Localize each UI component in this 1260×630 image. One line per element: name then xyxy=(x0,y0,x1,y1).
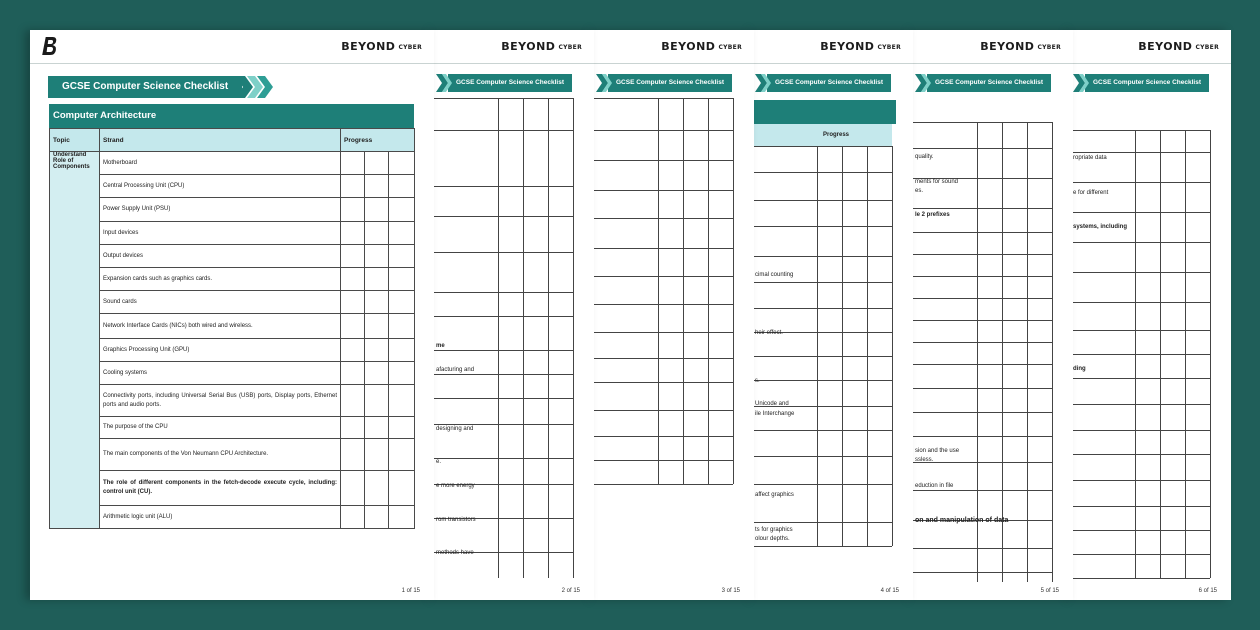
checklist-page-4 xyxy=(753,30,913,600)
progress-checkbox[interactable] xyxy=(389,175,415,198)
progress-column-header: Progress xyxy=(341,129,415,152)
progress-checkbox[interactable] xyxy=(365,175,389,198)
table-row xyxy=(50,268,415,291)
progress-checkbox[interactable] xyxy=(365,291,389,314)
progress-checkbox[interactable] xyxy=(365,245,389,268)
chevrons-icon xyxy=(594,74,614,92)
progress-checkbox[interactable] xyxy=(389,506,415,529)
page-number: 2 of 15 xyxy=(561,588,580,594)
progress-checkbox[interactable] xyxy=(365,152,389,175)
strand-column-header: Strand xyxy=(100,129,341,152)
strand-fragment: ropriate data xyxy=(1073,155,1107,161)
chevrons-icon xyxy=(1071,74,1091,92)
strand-fragment: ts for graphics xyxy=(755,527,793,533)
strand-fragment: me xyxy=(436,343,445,349)
progress-checkbox[interactable] xyxy=(389,198,415,222)
strand-cell: The role of different components in the fetch-decode execute cycle, including: control unit (CU). xyxy=(100,471,341,506)
strand-fragment: heir effect. xyxy=(755,330,783,336)
strand-cell: Output devices xyxy=(100,245,341,268)
progress-checkbox[interactable] xyxy=(389,222,415,245)
table-row xyxy=(50,471,415,506)
progress-checkbox[interactable] xyxy=(341,385,365,417)
progress-grid xyxy=(434,98,594,578)
checklist-page-5 xyxy=(913,30,1073,600)
strand-cell: Power Supply Unit (PSU) xyxy=(100,198,341,222)
strand-fragment: on and manipulation of data xyxy=(915,517,1009,524)
brand-wordmark: BEYOND CYBER xyxy=(980,40,1061,53)
progress-checkbox[interactable] xyxy=(341,152,365,175)
progress-checkbox[interactable] xyxy=(365,198,389,222)
brand-wordmark: BEYOND CYBER xyxy=(661,40,742,53)
progress-column-label: Progress xyxy=(823,132,850,138)
progress-checkbox[interactable] xyxy=(389,152,415,175)
brand-wordmark: BEYOND CYBER xyxy=(501,40,582,53)
brand-wordmark: BEYOND CYBER xyxy=(341,40,422,53)
strand-fragment: olour depths. xyxy=(755,536,790,542)
strand-fragment: es. xyxy=(915,188,924,194)
progress-checkbox[interactable] xyxy=(365,439,389,471)
page-number: 1 of 15 xyxy=(401,588,420,594)
progress-checkbox[interactable] xyxy=(341,506,365,529)
progress-grid xyxy=(1071,130,1231,580)
section-header: Computer Architecture xyxy=(49,104,414,128)
progress-checkbox[interactable] xyxy=(341,245,365,268)
progress-checkbox[interactable] xyxy=(389,291,415,314)
table-row xyxy=(50,314,415,339)
table-row xyxy=(50,506,415,529)
progress-checkbox[interactable] xyxy=(365,222,389,245)
chevrons-icon xyxy=(753,74,773,92)
checklist-title-banner: GCSE Computer Science Checklist xyxy=(448,74,572,92)
strand-fragment: systems, including xyxy=(1073,224,1128,230)
strand-cell: Central Processing Unit (CPU) xyxy=(100,175,341,198)
strand-fragment: sion and the use xyxy=(915,448,960,454)
strand-fragment: quality. xyxy=(915,154,934,160)
strand-fragment: ssless. xyxy=(915,457,934,463)
strand-cell: Graphics Processing Unit (GPU) xyxy=(100,339,341,362)
table-row xyxy=(50,417,415,439)
chevrons-icon xyxy=(434,74,454,92)
progress-checkbox[interactable] xyxy=(341,439,365,471)
topic-cell: Understand Role of Components xyxy=(50,152,100,529)
strand-fragment: e. xyxy=(436,459,442,465)
checklist-title-banner: GCSE Computer Science Checklist xyxy=(1085,74,1209,92)
strand-cell: Motherboard xyxy=(100,152,341,175)
page-number: 4 of 15 xyxy=(880,588,899,594)
strand-fragment: methods have xyxy=(436,550,474,556)
progress-grid xyxy=(753,146,913,586)
topic-column-header: Topic xyxy=(50,129,100,152)
progress-checkbox[interactable] xyxy=(365,417,389,439)
progress-checkbox[interactable] xyxy=(389,339,415,362)
progress-grid xyxy=(594,98,754,518)
strand-fragment: e more energy xyxy=(436,483,475,489)
brand-wordmark: BEYOND CYBER xyxy=(820,40,901,53)
strand-fragment: ding xyxy=(1073,366,1086,372)
checklist-page-2 xyxy=(434,30,594,600)
section-header xyxy=(753,100,896,124)
progress-checkbox[interactable] xyxy=(341,339,365,362)
progress-checkbox[interactable] xyxy=(389,471,415,506)
progress-checkbox[interactable] xyxy=(341,362,365,385)
progress-checkbox[interactable] xyxy=(365,471,389,506)
progress-checkbox[interactable] xyxy=(365,268,389,291)
strand-cell: The main components of the Von Neumann CPU Architecture. xyxy=(100,439,341,471)
page-number: 6 of 15 xyxy=(1198,588,1217,594)
checklist-title-banner: GCSE Computer Science Checklist xyxy=(608,74,732,92)
checklist-title-banner: GCSE Computer Science Checklist xyxy=(927,74,1051,92)
strand-fragment: le 2 prefixes xyxy=(915,212,950,218)
strand-cell: Input devices xyxy=(100,222,341,245)
strand-cell: Expansion cards such as graphics cards. xyxy=(100,268,341,291)
progress-checkbox[interactable] xyxy=(341,198,365,222)
progress-checkbox[interactable] xyxy=(341,314,365,339)
strand-fragment: eduction in file xyxy=(915,483,954,489)
progress-checkbox[interactable] xyxy=(365,362,389,385)
brand-wordmark: BEYOND CYBER xyxy=(1138,40,1219,53)
progress-checkbox[interactable] xyxy=(389,314,415,339)
table-row xyxy=(50,339,415,362)
table-row xyxy=(50,222,415,245)
strand-fragment: cimal counting xyxy=(755,272,794,278)
progress-checkbox[interactable] xyxy=(341,268,365,291)
strand-cell: Arithmetic logic unit (ALU) xyxy=(100,506,341,529)
chevrons-icon xyxy=(913,74,933,92)
page-number: 3 of 15 xyxy=(721,588,740,594)
progress-checkbox[interactable] xyxy=(389,362,415,385)
chevrons-icon xyxy=(235,76,275,98)
beyond-logo-icon xyxy=(41,35,57,57)
checklist-title-banner: GCSE Computer Science Checklist xyxy=(767,74,891,92)
progress-checkbox[interactable] xyxy=(365,339,389,362)
progress-checkbox[interactable] xyxy=(389,268,415,291)
table-row xyxy=(50,385,415,417)
progress-checkbox[interactable] xyxy=(341,471,365,506)
checklist-page-6 xyxy=(1071,30,1231,600)
strand-fragment: affect graphics xyxy=(755,492,794,498)
strand-fragment: Unicode and xyxy=(755,401,789,407)
progress-checkbox[interactable] xyxy=(389,245,415,268)
progress-checkbox[interactable] xyxy=(341,291,365,314)
progress-checkbox[interactable] xyxy=(389,417,415,439)
table-row xyxy=(50,175,415,198)
strand-cell: Cooling systems xyxy=(100,362,341,385)
table-row xyxy=(50,439,415,471)
strand-fragment: rom transistors xyxy=(436,517,476,523)
strand-cell: The purpose of the CPU xyxy=(100,417,341,439)
checklist-title-banner: GCSE Computer Science Checklist xyxy=(48,76,242,98)
checklist-table xyxy=(49,128,415,529)
strand-fragment: ments for sound xyxy=(915,179,959,185)
progress-checkbox[interactable] xyxy=(365,314,389,339)
checklist-page-3 xyxy=(594,30,754,600)
progress-checkbox[interactable] xyxy=(341,222,365,245)
progress-checkbox[interactable] xyxy=(341,417,365,439)
page-number: 5 of 15 xyxy=(1040,588,1059,594)
table-row xyxy=(50,362,415,385)
strand-cell: Connectivity ports, including Universal Serial Bus (USB) ports, Display ports, Ethernet ports and audio ports. xyxy=(100,385,341,417)
strand-fragment: s. xyxy=(755,378,760,384)
progress-grid xyxy=(913,122,1073,582)
strand-fragment: ile Interchange xyxy=(755,411,795,417)
table-row xyxy=(50,198,415,222)
table-row xyxy=(50,245,415,268)
progress-checkbox[interactable] xyxy=(365,506,389,529)
table-row xyxy=(50,152,415,175)
strand-fragment: designing and xyxy=(436,426,474,432)
table-row xyxy=(50,291,415,314)
strand-cell: Network Interface Cards (NICs) both wired and wireless. xyxy=(100,314,341,339)
progress-checkbox[interactable] xyxy=(389,439,415,471)
strand-fragment: e for different xyxy=(1073,190,1109,196)
strand-fragment: afacturing and xyxy=(436,367,475,373)
checklist-page-1 xyxy=(30,30,434,600)
progress-checkbox[interactable] xyxy=(365,385,389,417)
progress-checkbox[interactable] xyxy=(341,175,365,198)
strand-cell: Sound cards xyxy=(100,291,341,314)
progress-checkbox[interactable] xyxy=(389,385,415,417)
